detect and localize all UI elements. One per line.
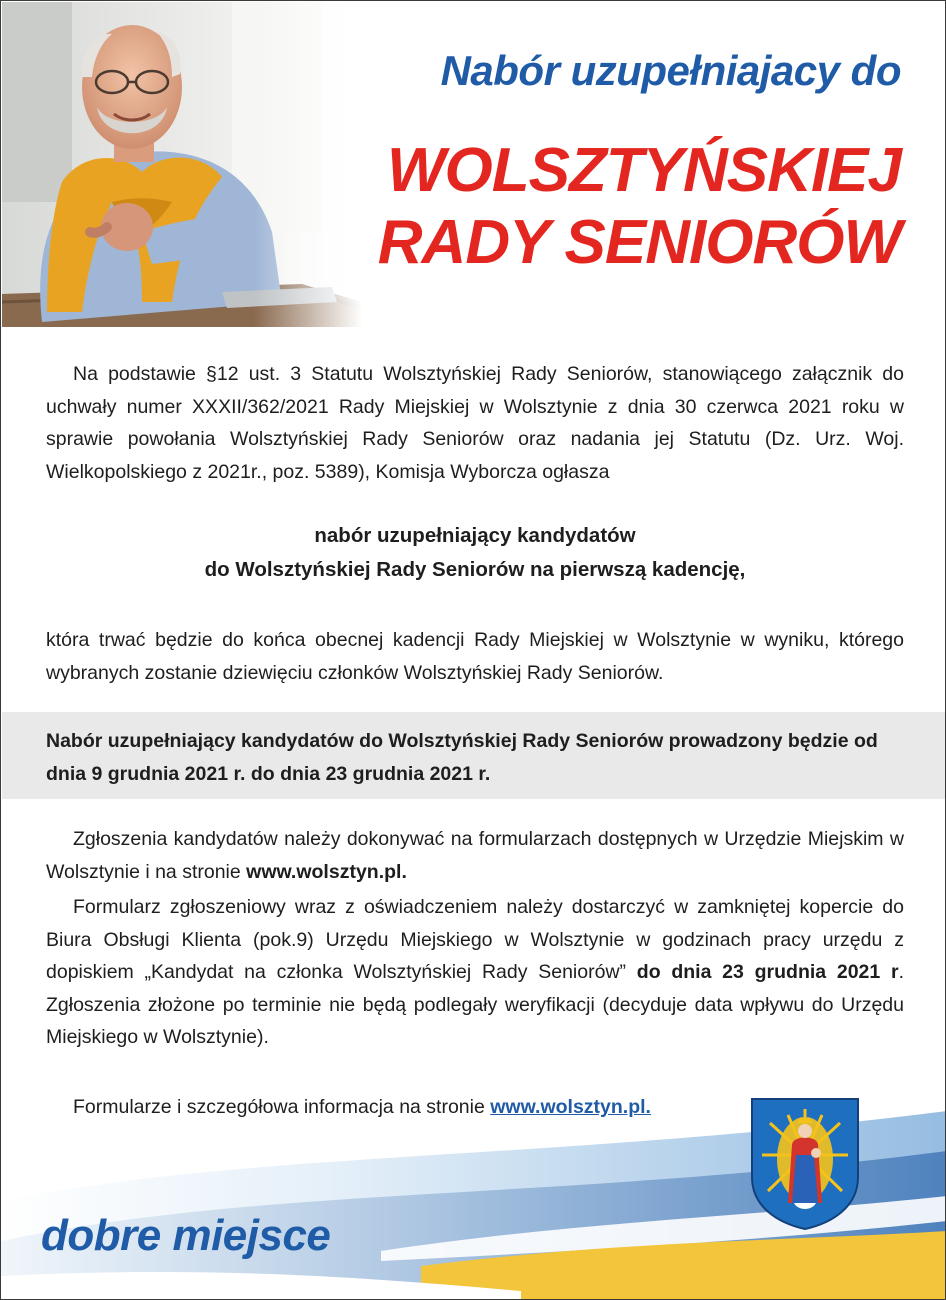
headline-title-line2: RADY SENIORÓW	[377, 208, 901, 277]
submission-p2-rest: . Zgłoszenia złożone po terminie nie będą podlegały weryfikacji (decyduje data wpływu do Urzędu Miejskiego w Wolsztynie).	[46, 961, 904, 1048]
submission-paragraph-2	[46, 891, 904, 1054]
announcement-line1: nabór uzupełniający kandydatów	[314, 524, 636, 547]
submission-p1-text: Zgłoszenia kandydatów należy dokonywać na formularzach dostępnych w Urzędzie Miejskim w Wolsztynie i na stronie	[46, 828, 904, 883]
intro-paragraph: Na podstawie §12 ust. 3 Statutu Wolsztyńskiej Rady Seniorów, stanowiącego załącznik do uchwały numer XXXII/362/2021 Rady Miejskiej w Wolsztynie z dnia 30 czerwca 2021 roku w sprawie powołania Wolsztyńskiej Rady Seniorów oraz nadania jej Statutu (Dz. Urz. Woj. Wielkopolskiego z 2021r., poz. 5389), Komisja Wyborcza ogłasza	[46, 363, 904, 483]
headline-title	[378, 135, 901, 279]
submission-p1-site: www.wolsztyn.pl.	[246, 860, 407, 883]
announcement-line2: do Wolsztyńskiej Rady Seniorów na pierwszą kadencję,	[204, 558, 746, 581]
more-info-text: Formularze i szczegółowa informacja na stronie	[73, 1096, 491, 1118]
submission-paragraph-1	[46, 823, 904, 888]
term-paragraph: która trwać będzie do końca obecnej kadencji Rady Miejskiej w Wolsztynie w wyniku, którego wybranych zostanie dziewięciu członków Wolsztyńskiej Rady Seniorów.	[46, 629, 904, 684]
headline-subtitle: Nabór uzupełniajacy do	[440, 47, 901, 94]
wolsztyn-coat-of-arms-icon	[748, 1095, 862, 1231]
website-link[interactable]: www.wolsztyn.pl.	[490, 1096, 651, 1118]
announcement	[46, 519, 904, 587]
headline-title-line1: WOLSZTYŃSKIEJ	[386, 136, 901, 205]
submission-deadline: do dnia 23 grudnia 2021 r	[636, 961, 899, 983]
senior-man-photo	[2, 2, 362, 327]
period-text: Nabór uzupełniający kandydatów do Wolsztyńskiej Rady Seniorów prowadzony będzie od dnia 9 grudnia 2021 r. do dnia 23 grudnia 2021 r.	[46, 730, 878, 785]
slogan: dobre miejsce	[41, 1211, 331, 1260]
submission-p2-text: Formularz zgłoszeniowy wraz z oświadczeniem należy dostarczyć w zamkniętej kopercie do Biura Obsługi Klienta (pok.9) Urzędu Miejskiego w Wolsztynie w godzinach pracy urzędu z dopiskiem „Kandydat na członka Wolsztyńskiej Rady Seniorów”	[46, 896, 904, 983]
